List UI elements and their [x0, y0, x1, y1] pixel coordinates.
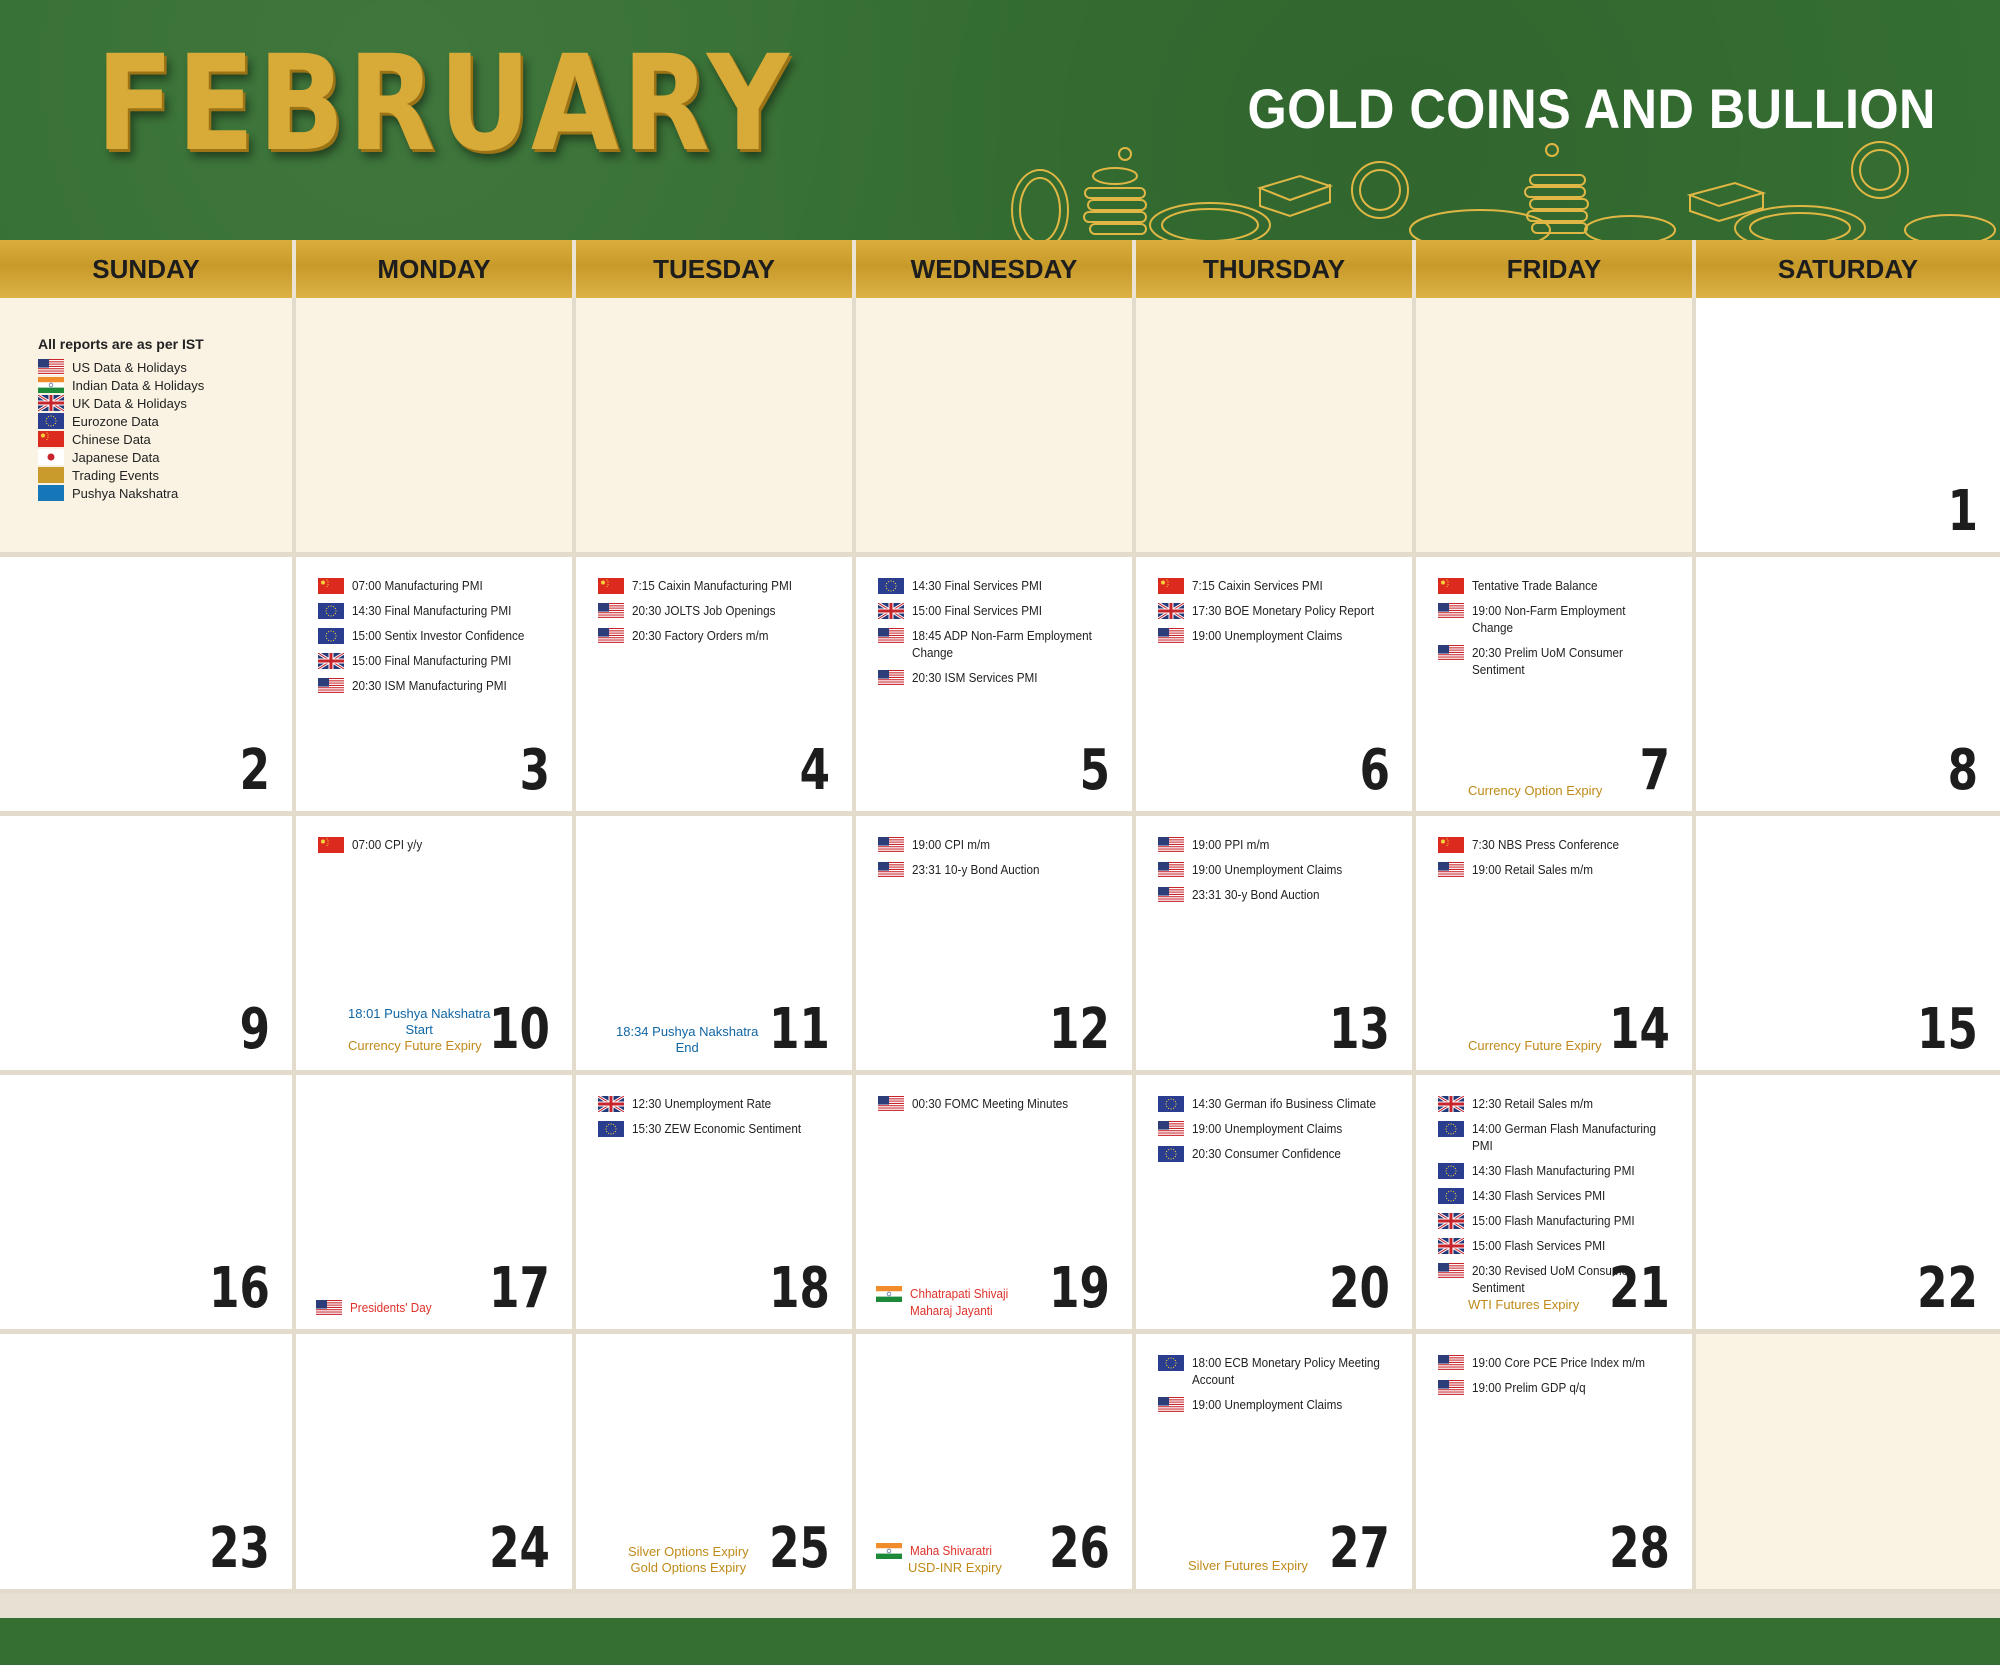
event-item[interactable]	[1438, 1237, 1682, 1254]
calendar-header	[0, 0, 2000, 240]
us-flag-icon	[1438, 1263, 1464, 1279]
us-flag-icon	[1158, 837, 1184, 853]
day-number: 1	[1947, 479, 1978, 544]
event-item[interactable]	[318, 627, 562, 644]
uk-flag-icon	[1438, 1238, 1464, 1254]
us-flag-icon	[1438, 862, 1464, 878]
calendar-day-17[interactable]	[296, 1075, 576, 1334]
calendar-day-13[interactable]	[1136, 816, 1416, 1075]
eu-flag-icon	[318, 628, 344, 644]
legend-item-label: Japanese Data	[72, 449, 160, 465]
calendar-empty-cell	[1416, 298, 1696, 557]
event-text: 19:00 Retail Sales m/m	[1472, 862, 1593, 877]
legend-item-label: Eurozone Data	[72, 413, 159, 429]
weekday-saturday: SATURDAY	[1777, 253, 1919, 284]
calendar-day-16[interactable]	[0, 1075, 296, 1334]
day-number: 6	[1359, 738, 1390, 803]
event-item[interactable]	[878, 1095, 1122, 1112]
event-text: 07:00 CPI y/y	[352, 837, 423, 852]
india-flag-icon	[876, 1286, 902, 1302]
day-number: 7	[1639, 738, 1670, 803]
event-item[interactable]	[598, 627, 842, 644]
event-item[interactable]	[878, 861, 1122, 878]
holiday-text: Chhatrapati Shivaji Maharaj Jayanti	[910, 1286, 1009, 1318]
china-flag-icon	[38, 431, 64, 447]
event-text: 23:31 30-y Bond Auction	[1192, 887, 1320, 902]
event-item[interactable]	[1158, 1396, 1402, 1413]
holiday-text: Presidents' Day	[350, 1300, 432, 1315]
event-list	[1158, 1354, 1402, 1421]
day-number: 24	[489, 1516, 550, 1581]
calendar-day-7[interactable]	[1416, 557, 1696, 816]
day-number: 20	[1329, 1256, 1390, 1321]
us-flag-icon	[38, 359, 64, 375]
gold-coins-illustration	[1010, 140, 2000, 240]
event-text: 7:30 NBS Press Conference	[1472, 837, 1619, 852]
event-text: 15:00 Sentix Investor Confidence	[352, 628, 525, 643]
day-number: 19	[1049, 1256, 1110, 1321]
event-item[interactable]	[1158, 577, 1402, 594]
calendar-day-27[interactable]	[1136, 1334, 1416, 1594]
legend-item	[38, 358, 204, 376]
trading-event-note: Silver Futures Expiry	[1188, 1558, 1308, 1573]
event-item[interactable]	[1158, 1120, 1402, 1137]
event-text: 19:00 Core PCE Price Index m/m	[1472, 1355, 1645, 1370]
weekday-sunday: SUNDAY	[0, 240, 296, 298]
event-item[interactable]	[1158, 1145, 1402, 1162]
uk-flag-icon	[598, 1096, 624, 1112]
china-flag-icon	[318, 578, 344, 594]
calendar-day-8[interactable]	[1696, 557, 2000, 816]
weekday-thursday: THURSDAY	[1136, 240, 1416, 298]
calendar-day-5[interactable]	[856, 557, 1136, 816]
event-text: 18:00 ECB Monetary Policy Meeting Account	[1192, 1355, 1380, 1387]
us-flag-icon	[1158, 1121, 1184, 1137]
event-text: 15:00 Flash Manufacturing PMI	[1472, 1213, 1635, 1228]
event-item[interactable]	[1438, 1095, 1682, 1112]
weekday-header-row	[0, 240, 2000, 298]
event-item[interactable]	[318, 602, 562, 619]
event-text: 14:30 German ifo Business Climate	[1192, 1096, 1377, 1111]
legend-item	[38, 484, 204, 502]
day-number: 22	[1917, 1256, 1978, 1321]
us-flag-icon	[1438, 603, 1464, 619]
event-text: 19:00 Unemployment Claims	[1192, 628, 1343, 643]
day-number: 4	[799, 738, 830, 803]
event-item[interactable]	[1438, 644, 1682, 678]
event-item[interactable]	[1158, 602, 1402, 619]
us-flag-icon	[318, 678, 344, 694]
trading-event-note: WTI Futures Expiry	[1468, 1297, 1580, 1312]
event-text: 17:30 BOE Monetary Policy Report	[1192, 603, 1375, 618]
day-number: 25	[769, 1516, 830, 1581]
day-number: 15	[1917, 997, 1978, 1062]
event-item[interactable]	[1438, 602, 1682, 636]
calendar-day-19[interactable]	[856, 1075, 1136, 1334]
calendar-empty-cell	[576, 298, 856, 557]
day-number: 8	[1947, 738, 1978, 803]
event-item[interactable]	[318, 677, 562, 694]
day-number: 10	[489, 997, 550, 1062]
uk-flag-icon	[1438, 1213, 1464, 1229]
calendar-subtitle: GOLD COINS AND BULLION	[1247, 77, 1936, 140]
trading-event-note: USD-INR Expiry	[908, 1560, 1002, 1575]
calendar-day-25[interactable]	[576, 1334, 856, 1594]
event-text: 15:00 Final Manufacturing PMI	[352, 653, 512, 668]
calendar-day-12[interactable]	[856, 816, 1136, 1075]
event-text: 20:30 JOLTS Job Openings	[632, 603, 776, 618]
weekday-friday: FRIDAY	[1416, 240, 1696, 298]
event-item[interactable]	[1438, 1379, 1682, 1396]
legend-item	[38, 448, 204, 466]
event-text: 14:30 Flash Manufacturing PMI	[1472, 1163, 1635, 1178]
day-number: 16	[209, 1256, 270, 1321]
calendar-empty-cell	[0, 298, 296, 557]
eu-flag-icon	[1438, 1163, 1464, 1179]
legend-item	[38, 430, 204, 448]
event-text: 19:00 Prelim GDP q/q	[1472, 1380, 1586, 1395]
legend	[38, 336, 204, 502]
calendar-day-20[interactable]	[1136, 1075, 1416, 1334]
event-text: 7:15 Caixin Services PMI	[1192, 578, 1323, 593]
event-text: 14:30 Flash Services PMI	[1472, 1188, 1606, 1203]
event-item[interactable]	[878, 669, 1122, 686]
event-list	[1438, 577, 1682, 686]
day-number: 5	[1079, 738, 1110, 803]
event-item[interactable]	[598, 1095, 842, 1112]
us-flag-icon	[316, 1300, 342, 1316]
event-text: 14:30 Final Manufacturing PMI	[352, 603, 512, 618]
us-flag-icon	[1438, 645, 1464, 661]
event-text: 14:00 German Flash Manufacturing PMI	[1472, 1121, 1657, 1153]
event-item[interactable]	[598, 602, 842, 619]
event-text: 7:15 Caixin Manufacturing PMI	[632, 578, 792, 593]
us-flag-icon	[598, 628, 624, 644]
calendar-day-23[interactable]	[0, 1334, 296, 1594]
legend-item-label: Chinese Data	[72, 431, 151, 447]
event-text: 18:45 ADP Non-Farm Employment Change	[912, 628, 1092, 660]
event-text: 19:00 Unemployment Claims	[1192, 862, 1343, 877]
eu-flag-icon	[878, 578, 904, 594]
us-flag-icon	[1158, 862, 1184, 878]
event-text: 15:30 ZEW Economic Sentiment	[632, 1121, 802, 1136]
india-flag-icon	[876, 1543, 902, 1559]
event-text: 20:30 Consumer Confidence	[1192, 1146, 1341, 1161]
holiday-item[interactable]	[316, 1299, 441, 1316]
legend-item	[38, 376, 204, 394]
china-flag-icon	[318, 837, 344, 853]
event-item[interactable]	[1158, 627, 1402, 644]
us-flag-icon	[878, 837, 904, 853]
calendar-empty-cell	[1136, 298, 1416, 557]
event-text: 15:00 Flash Services PMI	[1472, 1238, 1606, 1253]
eu-flag-icon	[1158, 1096, 1184, 1112]
legend-item-label: US Data & Holidays	[72, 359, 187, 375]
event-text: 20:30 Revised UoM Consumer Sentiment	[1472, 1263, 1632, 1295]
event-item[interactable]	[318, 836, 562, 853]
legend-title: All reports are as per IST	[38, 336, 204, 352]
calendar-day-2[interactable]	[0, 557, 296, 816]
event-item[interactable]	[1438, 836, 1682, 853]
event-list	[1158, 836, 1402, 911]
uk-flag-icon	[1158, 603, 1184, 619]
legend-item-label: Indian Data & Holidays	[72, 377, 205, 393]
uk-flag-icon	[38, 395, 64, 411]
calendar-footer	[0, 1618, 2000, 1665]
legend-item-label: Trading Events	[72, 467, 159, 483]
event-text: 23:31 10-y Bond Auction	[912, 862, 1040, 877]
event-text: 07:00 Manufacturing PMI	[352, 578, 483, 593]
event-text: 14:30 Final Services PMI	[912, 578, 1043, 593]
event-text: 19:00 CPI m/m	[912, 837, 991, 852]
holiday-item[interactable]	[876, 1285, 1019, 1319]
legend-item-label: UK Data & Holidays	[72, 395, 187, 411]
event-list	[878, 1095, 1122, 1120]
event-text: 20:30 ISM Manufacturing PMI	[352, 678, 507, 693]
event-item[interactable]	[1438, 1212, 1682, 1229]
event-item[interactable]	[878, 836, 1122, 853]
event-list	[1438, 1354, 1682, 1404]
event-list	[598, 1095, 842, 1145]
pushya-nakshatra-swatch-icon	[38, 485, 64, 501]
day-number: 23	[209, 1516, 270, 1581]
event-text: 20:30 Factory Orders m/m	[632, 628, 769, 643]
eu-flag-icon	[1438, 1121, 1464, 1137]
event-item[interactable]	[1158, 886, 1402, 903]
month-title: FEBRUARY	[96, 27, 793, 181]
trading-event-note: Currency Option Expiry	[1468, 783, 1603, 798]
event-item[interactable]	[1158, 861, 1402, 878]
calendar-day-24[interactable]	[296, 1334, 576, 1594]
event-text: 19:00 Non-Farm Employment Change	[1472, 603, 1626, 635]
event-text: 12:30 Retail Sales m/m	[1472, 1096, 1593, 1111]
calendar-empty-cell	[296, 298, 576, 557]
eu-flag-icon	[1158, 1355, 1184, 1371]
trading-events-swatch-icon	[38, 467, 64, 483]
event-list	[878, 577, 1122, 694]
event-item[interactable]	[1438, 1162, 1682, 1179]
day-number: 3	[519, 738, 550, 803]
event-item[interactable]	[318, 652, 562, 669]
day-number: 9	[239, 997, 270, 1062]
india-flag-icon	[38, 377, 64, 393]
event-list	[598, 577, 842, 652]
legend-item	[38, 394, 204, 412]
weekday-wednesday: WEDNESDAY	[856, 240, 1136, 298]
calendar-day-1[interactable]	[1696, 298, 2000, 557]
eu-flag-icon	[1158, 1146, 1184, 1162]
day-number: 13	[1329, 997, 1390, 1062]
us-flag-icon	[1438, 1355, 1464, 1371]
calendar-day-10[interactable]	[296, 816, 576, 1075]
trading-event-note: Silver Options Expiry Gold Options Expiry	[628, 1544, 749, 1575]
calendar-empty-cell	[856, 298, 1136, 557]
trading-event-note: Currency Future Expiry	[348, 1038, 482, 1053]
uk-flag-icon	[1438, 1096, 1464, 1112]
day-number: 17	[489, 1256, 550, 1321]
calendar-day-14[interactable]	[1416, 816, 1696, 1075]
calendar-day-4[interactable]	[576, 557, 856, 816]
day-number: 18	[769, 1256, 830, 1321]
us-flag-icon	[1158, 887, 1184, 903]
us-flag-icon	[598, 603, 624, 619]
uk-flag-icon	[878, 603, 904, 619]
trading-event-note: Currency Future Expiry	[1468, 1038, 1602, 1053]
event-list	[1158, 1095, 1402, 1170]
eu-flag-icon	[38, 413, 64, 429]
day-number: 2	[239, 738, 270, 803]
calendar-day-11[interactable]	[576, 816, 856, 1075]
event-list	[1438, 836, 1682, 886]
china-flag-icon	[1438, 837, 1464, 853]
holiday-text: Maha Shivaratri	[910, 1543, 992, 1558]
eu-flag-icon	[1438, 1188, 1464, 1204]
event-list	[318, 836, 562, 861]
calendar-day-18[interactable]	[576, 1075, 856, 1334]
event-item[interactable]	[1158, 836, 1402, 853]
us-flag-icon	[1438, 1380, 1464, 1396]
japan-flag-icon	[38, 449, 64, 465]
china-flag-icon	[1438, 578, 1464, 594]
calendar-day-22[interactable]	[1696, 1075, 2000, 1334]
calendar-day-6[interactable]	[1136, 557, 1416, 816]
event-text: 20:30 Prelim UoM Consumer Sentiment	[1472, 645, 1623, 677]
event-list	[878, 836, 1122, 886]
event-text: 19:00 Unemployment Claims	[1192, 1121, 1343, 1136]
us-flag-icon	[1158, 628, 1184, 644]
us-flag-icon	[878, 670, 904, 686]
us-flag-icon	[878, 628, 904, 644]
day-number: 11	[769, 997, 830, 1062]
event-text: 20:30 ISM Services PMI	[912, 670, 1038, 685]
calendar-day-26[interactable]	[856, 1334, 1136, 1594]
pushya-nakshatra-note: 18:01 Pushya Nakshatra Start	[348, 1006, 491, 1037]
uk-flag-icon	[318, 653, 344, 669]
pushya-nakshatra-note: 18:34 Pushya Nakshatra End	[616, 1024, 759, 1055]
eu-flag-icon	[598, 1121, 624, 1137]
calendar-day-9[interactable]	[0, 816, 296, 1075]
event-item[interactable]	[598, 1120, 842, 1137]
event-text: 19:00 Unemployment Claims	[1192, 1397, 1343, 1412]
event-item[interactable]	[1438, 577, 1682, 594]
holiday-item[interactable]	[876, 1542, 1001, 1559]
weekday-tuesday: TUESDAY	[576, 240, 856, 298]
event-item[interactable]	[1438, 1187, 1682, 1204]
china-flag-icon	[598, 578, 624, 594]
event-item[interactable]	[878, 602, 1122, 619]
day-number: 26	[1049, 1516, 1110, 1581]
event-item[interactable]	[1158, 1095, 1402, 1112]
us-flag-icon	[878, 1096, 904, 1112]
us-flag-icon	[878, 862, 904, 878]
event-item[interactable]	[1438, 1120, 1682, 1154]
event-item[interactable]	[598, 577, 842, 594]
calendar-day-15[interactable]	[1696, 816, 2000, 1075]
event-text: 00:30 FOMC Meeting Minutes	[912, 1096, 1069, 1111]
calendar-day-28[interactable]	[1416, 1334, 1696, 1594]
eu-flag-icon	[318, 603, 344, 619]
us-flag-icon	[1158, 1397, 1184, 1413]
event-item[interactable]	[1438, 861, 1682, 878]
weekday-monday: MONDAY	[296, 240, 576, 298]
calendar-day-21[interactable]	[1416, 1075, 1696, 1334]
day-number: 12	[1049, 997, 1110, 1062]
event-text: 19:00 PPI m/m	[1192, 837, 1270, 852]
legend-item-label: Pushya Nakshatra	[72, 485, 179, 501]
event-item[interactable]	[878, 627, 1122, 661]
event-list	[318, 577, 562, 702]
day-number: 27	[1329, 1516, 1390, 1581]
event-text: Tentative Trade Balance	[1472, 578, 1598, 593]
calendar-grid	[0, 298, 2000, 1594]
calendar-empty-cell	[1696, 1334, 2000, 1594]
event-item[interactable]	[1438, 1354, 1682, 1371]
legend-item	[38, 412, 204, 430]
legend-item	[38, 466, 204, 484]
day-number: 28	[1609, 1516, 1670, 1581]
calendar-day-3[interactable]	[296, 557, 576, 816]
event-item[interactable]	[1158, 1354, 1402, 1388]
event-text: 15:00 Final Services PMI	[912, 603, 1043, 618]
event-list	[1158, 577, 1402, 652]
event-item[interactable]	[318, 577, 562, 594]
event-text: 12:30 Unemployment Rate	[632, 1096, 772, 1111]
china-flag-icon	[1158, 578, 1184, 594]
event-item[interactable]	[878, 577, 1122, 594]
day-number: 14	[1609, 997, 1670, 1062]
day-number: 21	[1609, 1256, 1670, 1321]
